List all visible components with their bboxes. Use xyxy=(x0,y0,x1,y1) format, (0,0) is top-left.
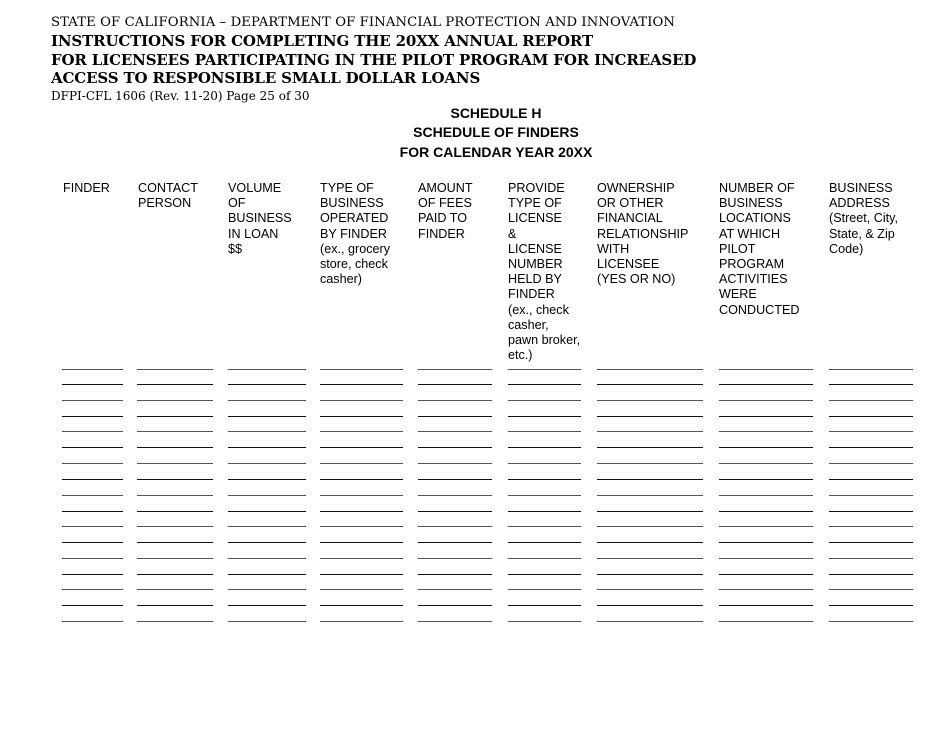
entry-line[interactable] xyxy=(597,431,703,432)
entry-line[interactable] xyxy=(508,621,581,622)
column-header-license: PROVIDE TYPE OF LICENSE & LICENSE NUMBER HELD BY FINDER (ex., check casher, pawn broker, etc.) xyxy=(508,181,581,363)
entry-line[interactable] xyxy=(719,463,813,464)
entry-line[interactable] xyxy=(137,526,213,527)
entry-line[interactable] xyxy=(829,621,913,622)
entry-line[interactable] xyxy=(62,400,123,401)
entry-line[interactable] xyxy=(719,495,813,496)
entry-line[interactable] xyxy=(228,526,306,527)
entry-line[interactable] xyxy=(62,574,123,575)
entry-line[interactable] xyxy=(829,463,913,464)
entry-line[interactable] xyxy=(829,558,913,559)
entry-line[interactable] xyxy=(829,416,913,417)
entry-line[interactable] xyxy=(597,384,703,385)
entry-line[interactable] xyxy=(62,447,123,448)
entry-column-type-of-business[interactable] xyxy=(320,361,403,631)
entry-line[interactable] xyxy=(137,369,213,370)
entry-line[interactable] xyxy=(418,495,492,496)
column-header-type-of-business: TYPE OF BUSINESS OPERATED BY FINDER (ex., grocery store, check casher) xyxy=(320,181,390,287)
entry-line[interactable] xyxy=(418,400,492,401)
entry-line[interactable] xyxy=(719,447,813,448)
entry-line[interactable] xyxy=(228,479,306,480)
column-header-finder: FINDER xyxy=(63,181,110,195)
entry-line[interactable] xyxy=(719,574,813,575)
entry-line[interactable] xyxy=(829,542,913,543)
entry-line[interactable] xyxy=(508,431,581,432)
entry-line[interactable] xyxy=(320,558,403,559)
entry-line[interactable] xyxy=(418,558,492,559)
entry-line[interactable] xyxy=(320,511,403,512)
column-header-volume: VOLUME OF BUSINESS IN LOAN $$ xyxy=(228,181,292,256)
entry-column-ownership[interactable] xyxy=(597,361,703,631)
entry-line[interactable] xyxy=(320,416,403,417)
entry-line[interactable] xyxy=(418,574,492,575)
schedule-title: SCHEDULE H xyxy=(450,105,542,121)
entry-line[interactable] xyxy=(418,542,492,543)
entry-line[interactable] xyxy=(829,400,913,401)
title-line-2: FOR LICENSEES PARTICIPATING IN THE PILOT PROGRAM FOR INCREASED xyxy=(51,51,697,69)
entry-line[interactable] xyxy=(228,447,306,448)
entry-line[interactable] xyxy=(418,621,492,622)
entry-line[interactable] xyxy=(228,416,306,417)
column-header-address: BUSINESS ADDRESS (Street, City, State, & Zip Code) xyxy=(829,181,899,256)
entry-line[interactable] xyxy=(829,511,913,512)
entry-line[interactable] xyxy=(137,621,213,622)
entry-line[interactable] xyxy=(62,495,123,496)
entry-line[interactable] xyxy=(418,369,492,370)
entry-line[interactable] xyxy=(320,495,403,496)
entry-line[interactable] xyxy=(508,542,581,543)
entry-column-finder[interactable] xyxy=(62,361,123,631)
entry-line[interactable] xyxy=(829,589,913,590)
entry-line[interactable] xyxy=(508,589,581,590)
entry-line[interactable] xyxy=(597,369,703,370)
entry-line[interactable] xyxy=(597,589,703,590)
schedule-subtitle: SCHEDULE OF FINDERS xyxy=(413,124,579,140)
entry-line[interactable] xyxy=(418,384,492,385)
entry-line[interactable] xyxy=(597,447,703,448)
entry-line[interactable] xyxy=(508,605,581,606)
entry-line[interactable] xyxy=(137,589,213,590)
entry-line[interactable] xyxy=(228,463,306,464)
entry-line[interactable] xyxy=(228,369,306,370)
column-header-contact-person: CONTACT PERSON xyxy=(138,181,198,211)
schedule-period: FOR CALENDAR YEAR 20XX xyxy=(399,144,593,160)
entry-line[interactable] xyxy=(597,400,703,401)
entry-line[interactable] xyxy=(597,526,703,527)
entry-line[interactable] xyxy=(62,463,123,464)
entry-line[interactable] xyxy=(597,605,703,606)
entry-line[interactable] xyxy=(719,605,813,606)
entry-line[interactable] xyxy=(320,431,403,432)
entry-line[interactable] xyxy=(829,605,913,606)
entry-line[interactable] xyxy=(320,605,403,606)
entry-line[interactable] xyxy=(62,621,123,622)
entry-line[interactable] xyxy=(418,511,492,512)
entry-line[interactable] xyxy=(597,511,703,512)
entry-line[interactable] xyxy=(508,479,581,480)
entry-line[interactable] xyxy=(829,479,913,480)
entry-line[interactable] xyxy=(597,574,703,575)
entry-line[interactable] xyxy=(508,369,581,370)
entry-line[interactable] xyxy=(597,479,703,480)
entry-line[interactable] xyxy=(62,479,123,480)
entry-line[interactable] xyxy=(137,463,213,464)
entry-line[interactable] xyxy=(719,526,813,527)
entry-line[interactable] xyxy=(597,416,703,417)
entry-line[interactable] xyxy=(228,542,306,543)
entry-line[interactable] xyxy=(137,605,213,606)
entry-line[interactable] xyxy=(719,621,813,622)
entry-line[interactable] xyxy=(228,589,306,590)
entry-line[interactable] xyxy=(719,400,813,401)
entry-line[interactable] xyxy=(137,431,213,432)
entry-line[interactable] xyxy=(508,574,581,575)
entry-line[interactable] xyxy=(719,542,813,543)
entry-column-address[interactable] xyxy=(829,361,913,631)
entry-line[interactable] xyxy=(320,369,403,370)
entry-line[interactable] xyxy=(597,495,703,496)
entry-line[interactable] xyxy=(62,511,123,512)
entry-line[interactable] xyxy=(228,384,306,385)
entry-line[interactable] xyxy=(62,605,123,606)
title-line-3: ACCESS TO RESPONSIBLE SMALL DOLLAR LOANS xyxy=(51,69,481,87)
entry-line[interactable] xyxy=(418,479,492,480)
entry-line[interactable] xyxy=(228,574,306,575)
entry-line[interactable] xyxy=(228,605,306,606)
entry-line[interactable] xyxy=(137,542,213,543)
entry-line[interactable] xyxy=(62,431,123,432)
entry-line[interactable] xyxy=(137,574,213,575)
entry-line[interactable] xyxy=(62,369,123,370)
entry-column-volume[interactable] xyxy=(228,361,306,631)
entry-line[interactable] xyxy=(597,542,703,543)
entry-line[interactable] xyxy=(508,447,581,448)
entry-line[interactable] xyxy=(418,463,492,464)
entry-line[interactable] xyxy=(829,431,913,432)
entry-line[interactable] xyxy=(829,384,913,385)
form-number: DFPI-CFL 1606 (Rev. 11-20) Page 25 of 30 xyxy=(51,89,310,103)
entry-line[interactable] xyxy=(719,384,813,385)
entry-line[interactable] xyxy=(719,589,813,590)
entry-line[interactable] xyxy=(137,400,213,401)
entry-line[interactable] xyxy=(320,574,403,575)
entry-line[interactable] xyxy=(418,526,492,527)
entry-line[interactable] xyxy=(829,574,913,575)
entry-line[interactable] xyxy=(829,369,913,370)
entry-line[interactable] xyxy=(228,621,306,622)
entry-line[interactable] xyxy=(829,495,913,496)
entry-line[interactable] xyxy=(62,542,123,543)
entry-line[interactable] xyxy=(508,558,581,559)
entry-line[interactable] xyxy=(597,463,703,464)
entry-line[interactable] xyxy=(719,558,813,559)
entry-line[interactable] xyxy=(320,479,403,480)
entry-line[interactable] xyxy=(228,558,306,559)
entry-line[interactable] xyxy=(137,384,213,385)
entry-line[interactable] xyxy=(508,463,581,464)
entry-line[interactable] xyxy=(62,589,123,590)
column-header-ownership: OWNERSHIP OR OTHER FINANCIAL RELATIONSHIP WITH LICENSEE (YES OR NO) xyxy=(597,181,689,287)
entry-line[interactable] xyxy=(597,621,703,622)
entry-line[interactable] xyxy=(418,589,492,590)
entry-line[interactable] xyxy=(508,384,581,385)
agency-line: STATE OF CALIFORNIA – DEPARTMENT OF FINANCIAL PROTECTION AND INNOVATION xyxy=(51,15,676,30)
entry-line[interactable] xyxy=(320,447,403,448)
entry-line[interactable] xyxy=(320,526,403,527)
entry-line[interactable] xyxy=(62,526,123,527)
entry-line[interactable] xyxy=(508,495,581,496)
entry-line[interactable] xyxy=(228,431,306,432)
entry-column-license[interactable] xyxy=(508,361,581,631)
entry-line[interactable] xyxy=(137,558,213,559)
entry-line[interactable] xyxy=(228,511,306,512)
entry-line[interactable] xyxy=(228,400,306,401)
entry-line[interactable] xyxy=(320,384,403,385)
entry-line[interactable] xyxy=(137,511,213,512)
entry-line[interactable] xyxy=(137,479,213,480)
entry-line[interactable] xyxy=(137,416,213,417)
entry-line[interactable] xyxy=(829,526,913,527)
column-header-locations: NUMBER OF BUSINESS LOCATIONS AT WHICH PILOT PROGRAM ACTIVITIES WERE CONDUCTED xyxy=(719,181,800,317)
entry-line[interactable] xyxy=(62,416,123,417)
entry-line[interactable] xyxy=(418,605,492,606)
entry-column-contact-person[interactable] xyxy=(137,361,213,631)
entry-line[interactable] xyxy=(418,431,492,432)
entry-line[interactable] xyxy=(418,416,492,417)
entry-line[interactable] xyxy=(320,463,403,464)
entry-line[interactable] xyxy=(508,511,581,512)
entry-line[interactable] xyxy=(228,495,306,496)
column-header-amount-of-fees: AMOUNT OF FEES PAID TO FINDER xyxy=(418,181,473,241)
entry-line[interactable] xyxy=(137,447,213,448)
entry-line[interactable] xyxy=(62,384,123,385)
entry-line[interactable] xyxy=(320,542,403,543)
entry-line[interactable] xyxy=(62,558,123,559)
entry-line[interactable] xyxy=(719,416,813,417)
entry-column-locations[interactable] xyxy=(719,361,813,631)
entry-line[interactable] xyxy=(719,479,813,480)
entry-line[interactable] xyxy=(829,447,913,448)
entry-line[interactable] xyxy=(508,400,581,401)
entry-line[interactable] xyxy=(719,511,813,512)
entry-line[interactable] xyxy=(508,416,581,417)
entry-line[interactable] xyxy=(719,369,813,370)
entry-line[interactable] xyxy=(597,558,703,559)
entry-line[interactable] xyxy=(137,495,213,496)
entry-line[interactable] xyxy=(508,526,581,527)
entry-line[interactable] xyxy=(320,400,403,401)
entry-line[interactable] xyxy=(320,589,403,590)
entry-column-amount-of-fees[interactable] xyxy=(418,361,492,631)
entry-line[interactable] xyxy=(418,447,492,448)
entry-line[interactable] xyxy=(320,621,403,622)
entry-line[interactable] xyxy=(719,431,813,432)
title-line-1: INSTRUCTIONS FOR COMPLETING THE 20XX ANNUAL REPORT xyxy=(51,32,593,50)
